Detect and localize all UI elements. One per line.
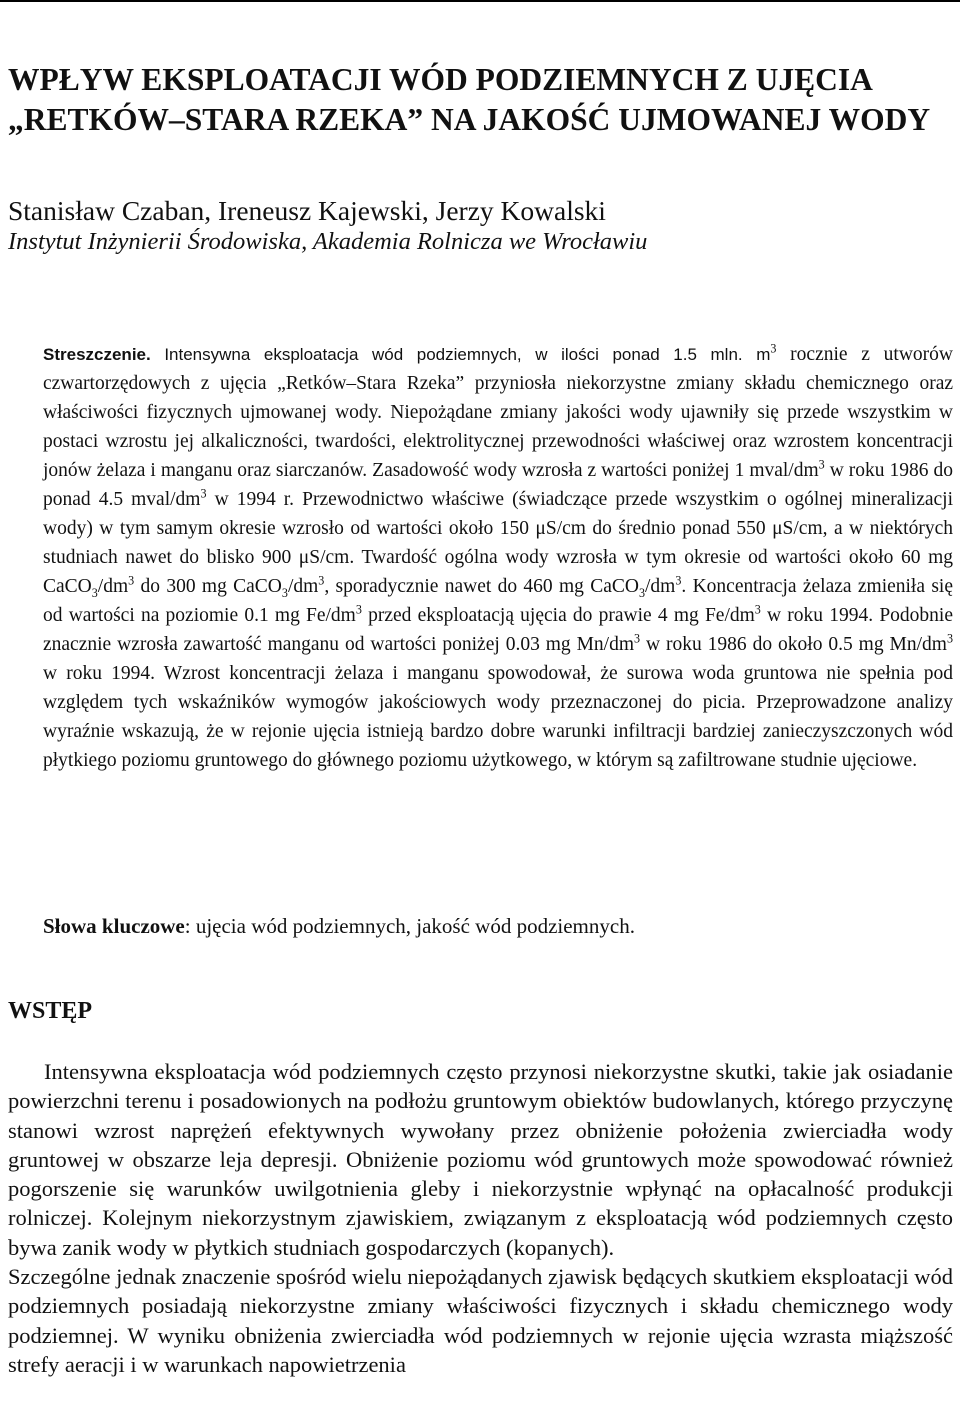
authors: Stanisław Czaban, Ireneusz Kajewski, Jerzy Kowalski: [8, 195, 606, 226]
superscript: 3: [634, 631, 641, 646]
superscript: 3: [200, 486, 207, 501]
abstract-text: w roku 1994. Wzrost koncentracji żelaza i manganu spowodował, że surowa woda gruntowa nie spełnia pod względem tych wskaźników wymogów jakościowych wody przeznaczonej do picia. Przeprowadzone analizy wyraźnie wskazują, że w rejonie ujęcia istnieją bardzo dobre warunki infiltracji bardziej zanieczyszczonych wód płytkiego poziomu gruntowego do głównego poziomu użytkowego, w którym są zafiltrowane studnie ujęciowe.: [43, 663, 953, 771]
paragraph: Szczególne jednak znaczenie spośród wielu niepożądanych zjawisk będących skutkiem eksploatacji wód podziemnych posiadają niekorzystne zmiany właściwości fizycznych i składu chemicznego wody podziemnej. W wyniku obniżenia zwierciadła wód podziemnych w rejonie ujęcia wzrasta miąższość strefy aeracji i w warunkach napowietrzenia: [8, 1264, 953, 1377]
section-heading: WSTĘP: [8, 998, 93, 1024]
section-body: [8, 1057, 953, 1379]
abstract-text: w 1994 r. Przewodnictwo właściwe (świadczące przede wszystkim o ogólnej mineralizacji wody) w tym samym okresie wzrosło od wartości około 150 μS/cm do średnio ponad 550 μS/cm, a w niektórych studniach nawet do blisko 900 μS/cm. Twardość ogólna wody wzrosła w tym okresie od wartości około 60 mg CaCO: [43, 489, 953, 597]
keywords-text: : ujęcia wód podziemnych, jakość wód podziemnych.: [184, 914, 635, 938]
title-line-1: WPŁYW EKSPLOATACJI WÓD PODZIEMNYCH Z UJĘCIA: [8, 62, 873, 97]
abstract-text: /dm: [645, 576, 676, 597]
paragraph: Intensywna eksploatacja wód podziemnych często przynosi niekorzystne skutki, takie jak osiadanie powierzchni terenu i posadowionych na podłożu gruntowym obiektów budowlanych, którego przyczynę stanowi wzrost naprężeń efektywnych wywołany przez obniżenie położenia zwierciadła wody gruntowej w obszarze leja depresji. Obniżenie poziomu wód gruntowych może spowodować również pogorszenie się warunków uwilgotnienia gleby i niekorzystnie wpłynąć na opłacalność produkcji rolniczej. Kolejnym niekorzystnym zjawiskiem, związanym z eksploatacją wód podziemnych często bywa zanik wody w płytkich studniach gospodarczych (kopanych).: [8, 1059, 953, 1260]
abstract-text: , sporadycznie nawet do 460 mg CaCO: [324, 576, 639, 597]
paper-title: [8, 60, 953, 140]
abstract: [43, 340, 953, 775]
subscript: 3: [281, 585, 288, 600]
superscript: 3: [318, 573, 325, 588]
superscript: 3: [946, 631, 953, 646]
abstract-text: w roku 1986 do ponad 4.5 mval/dm: [43, 460, 953, 510]
subscript: 3: [91, 585, 98, 600]
superscript: 3: [770, 341, 777, 356]
abstract-text: Niepożądane zmiany jakości wody ujawniły się przede wszystkim w postaci wzrostu jej alkaliczności, twardości, elektrolitycznej przewodności właściwej oraz wzrostem koncentracji jonów żelaza i manganu oraz siarczanów. Zasadowość wody wzrosła z wartości poniżej 1 mval/dm: [43, 402, 953, 481]
superscript: 3: [754, 602, 761, 617]
abstract-text: rocznie z utworów czwartorzędowych z ujęcia „Retków–Stara Rzeka” przyniosła niekorzystne zmiany składu chemicznego oraz właściwości fizycznych ujmowanej wody.: [43, 344, 953, 423]
keywords: [43, 912, 953, 940]
title-line-2: „RETKÓW–STARA RZEKA” NA JAKOŚĆ UJMOWANEJ WODY: [8, 102, 931, 137]
abstract-lead-text: Intensywna eksploatacja wód podziemnych, w ilości ponad 1.5 mln. m: [150, 345, 771, 364]
superscript: 3: [128, 573, 135, 588]
abstract-text: /dm: [287, 576, 319, 597]
keywords-label: Słowa kluczowe: [43, 914, 185, 938]
abstract-text: w roku 1994. Podobnie znacznie wzrosła zawartość manganu od wartości poniżej 0.03 mg Mn/dm: [43, 605, 953, 655]
abstract-text: w roku 1986 do około 0.5 mg Mn/dm: [640, 634, 947, 655]
top-rule: [0, 0, 960, 2]
abstract-label: Streszczenie.: [43, 345, 151, 364]
subscript: 3: [638, 585, 646, 600]
abstract-text: do 300 mg CaCO: [134, 576, 282, 597]
superscript: 3: [355, 602, 362, 617]
superscript: 3: [818, 457, 825, 472]
abstract-text: przed eksploatacją ujęcia do prawie 4 mg Fe/dm: [361, 605, 755, 626]
abstract-text: /dm: [97, 576, 129, 597]
abstract-lead: [43, 345, 770, 364]
affiliation: Instytut Inżynierii Środowiska, Akademia Rolnicza we Wrocławiu: [8, 228, 648, 255]
superscript: 3: [675, 573, 682, 588]
abstract-text: . Koncentracja żelaza zmieniła się od wartości na poziomie 0.1 mg Fe/dm: [43, 576, 953, 626]
